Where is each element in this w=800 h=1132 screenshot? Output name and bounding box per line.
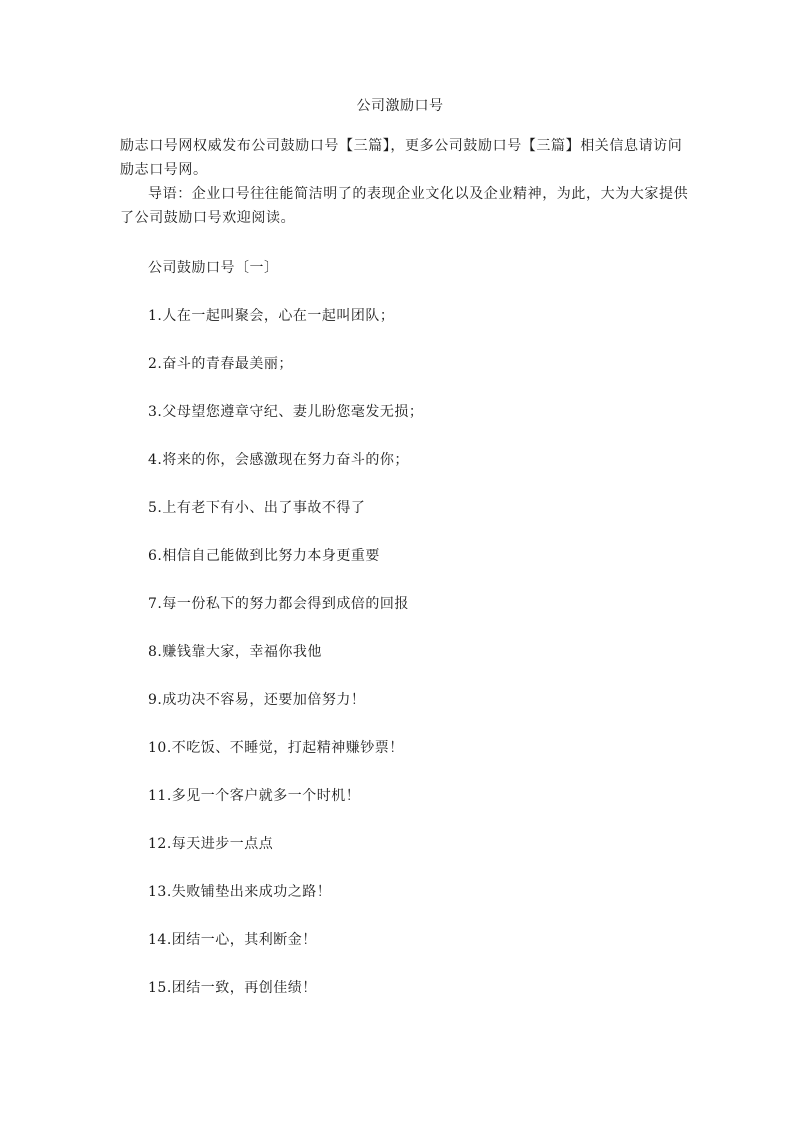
list-item: 1.人在一起叫聚会，心在一起叫团队； [148,308,395,324]
list-item: 15.团结一致，再创佳绩！ [148,980,317,996]
lead-paragraph: 导语：企业口号往往能简洁明了的表现企业文化以及企业精神，为此，大为大家提供了公司鼓励口号欢迎阅读。 [120,186,689,226]
list-item: 8.赚钱靠大家，幸福你我他 [148,644,322,660]
list-item: 5.上有老下有小、出了事故不得了 [148,500,366,516]
list-item: 11.多见一个客户就多一个时机！ [148,788,361,804]
list-item: 6.相信自己能做到比努力本身更重要 [148,548,380,564]
list-item: 3.父母望您遵章守纪、妻儿盼您毫发无损； [148,404,424,420]
list-item: 12.每天进步一点点 [148,836,274,852]
page-title: 公司激励口号 [356,98,444,114]
intro-paragraph: 励志口号网权威发布公司鼓励口号【三篇】，更多公司鼓励口号【三篇】相关信息请访问励志口号网。 [120,138,683,178]
intro-block [120,134,692,230]
list-item: 9.成功决不容易，还要加倍努力！ [148,692,366,708]
slogan-list [148,306,423,1026]
section-heading: 公司鼓励口号〔一〕 [148,260,279,276]
list-item: 14.团结一心，其利断金！ [148,932,317,948]
list-item: 7.每一份私下的努力都会得到成倍的回报 [148,596,409,612]
list-item: 2.奋斗的青春最美丽； [148,356,293,372]
list-item: 4.将来的你，会感激现在努力奋斗的你； [148,452,409,468]
list-item: 13.失败铺垫出来成功之路！ [148,884,332,900]
list-item: 10.不吃饭、不睡觉，打起精神赚钞票！ [148,740,404,756]
